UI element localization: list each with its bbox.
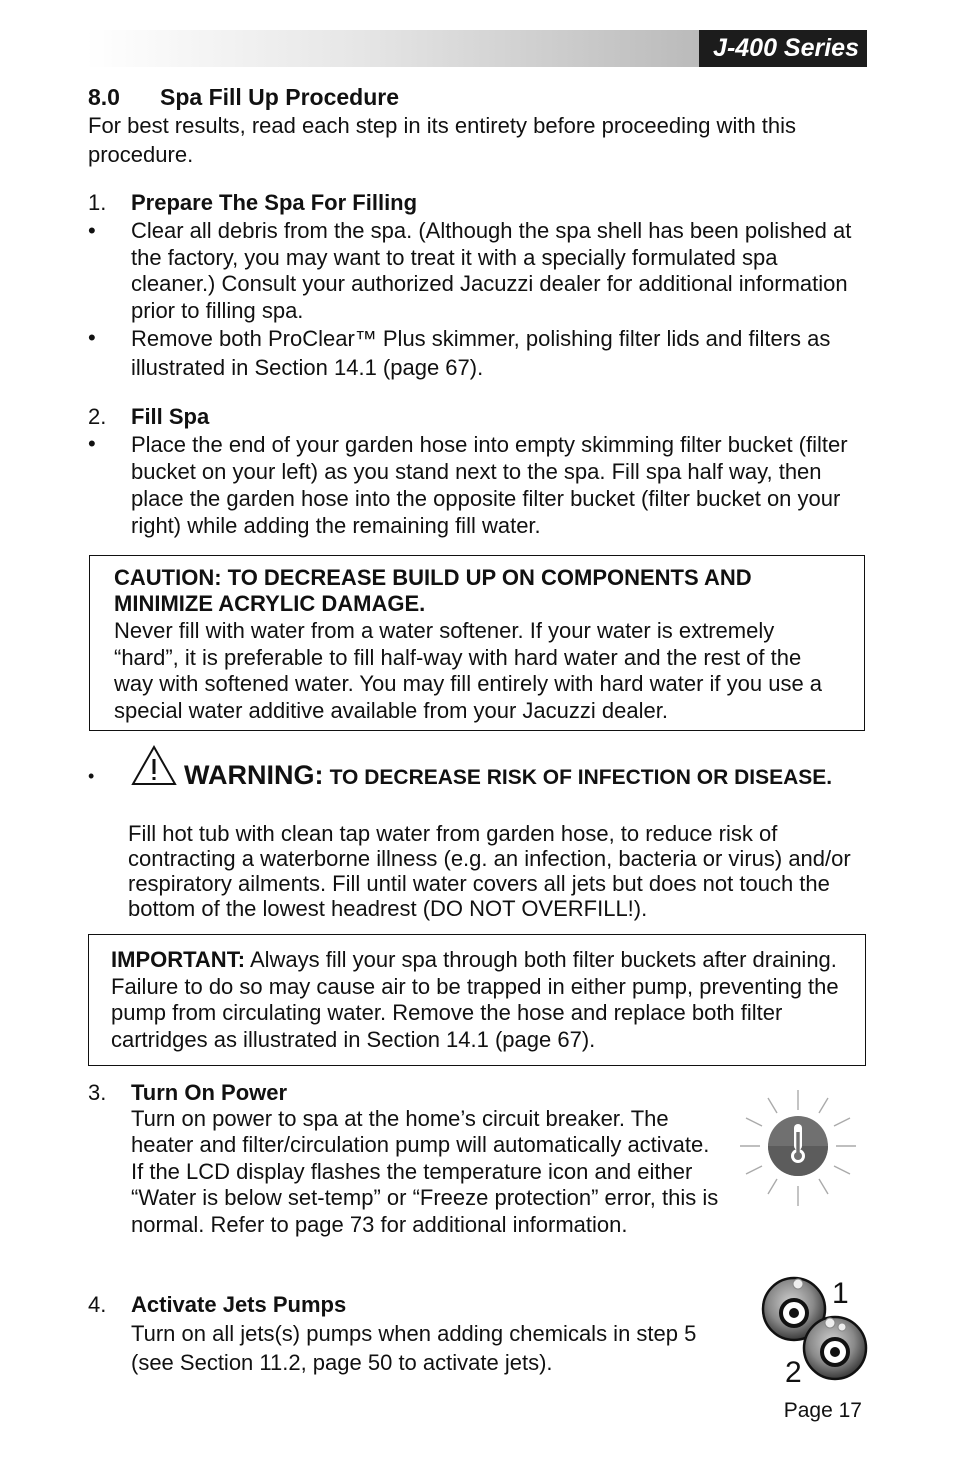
series-title: J-400 Series [699,30,867,67]
warning-heading [131,760,866,793]
bullet: • [88,766,95,786]
step-4-number: 4. [88,1292,107,1317]
section-number: 8.0 [88,84,120,110]
jet-label-2: 2 [785,1356,802,1389]
important-content [111,947,841,1053]
step-1-bullet-2: Remove both ProClear™ Plus skimmer, polishing filter lids and filters as illustrated in Section 14.1 (page 67). [131,326,831,380]
jets-icon [760,1275,870,1390]
bullet: • [88,218,96,243]
caution-box [89,555,865,731]
step-1-title: Prepare The Spa For Filling [131,190,418,215]
step-2-title: Fill Spa [131,404,210,429]
section-intro: For best results, read each step in its entirety before proceeding with this procedure. [88,113,797,167]
step-4-title: Activate Jets Pumps [131,1292,347,1317]
warning-title: TO DECREASE RISK OF INFECTION OR DISEASE. [329,766,833,789]
step-2-number: 2. [88,404,107,429]
caution-text: Never fill with water from a water softener. If your water is extremely “hard”, it is preferable to fill half-way with hard water and the rest of the way with softened water. You may fill entirely with hard water if you use a special water additive available from your Jacuzzi dealer. [114,618,823,723]
step-4-text: Turn on all jets(s) pumps when adding chemicals in step 5 (see Section 11.2, page 50 to activate jets). [131,1321,697,1375]
step-1-bullet-1: Clear all debris from the spa. (Although the spa shell has been polished at the factory, you may want to treat it with a specially formulated spa cleaner.) Consult your authorized Jacuzzi dealer for additional information prior to filling spa. [131,218,852,323]
step-3-number: 3. [88,1080,107,1105]
header-bar [86,30,867,67]
step-3-title: Turn On Power [131,1080,288,1105]
bullet: • [88,431,96,456]
section-title: Spa Fill Up Procedure [160,84,399,110]
step-3-text: Turn on power to spa at the home’s circuit breaker. The heater and filter/circulation pump will automatically activate. If the LCD display flashes the temperature icon and either “Water is below set-temp” or “Freeze protection” error, this is normal. Refer to page 73 for additional information. [131,1106,719,1237]
section-heading [88,84,399,111]
page-number: Page 17 [783,1399,862,1422]
important-box [88,934,866,1066]
jet-label-1: 1 [832,1277,849,1310]
step-1-number: 1. [88,190,107,215]
important-label: IMPORTANT: [111,947,246,972]
bullet: • [88,325,96,350]
important-text: Always fill your spa through both filter buckets after draining. Failure to do so may cause air to be trapped in either pump, preventing the pump from circulating water. Remove the hose and replace both filter cartridges as illustrated in Section 14.1 (page 67). [111,947,839,1052]
warning-text: Fill hot tub with clean tap water from garden hose, to reduce risk of contracting a waterborne illness (e.g. an infection, bacteria or virus) and/or respiratory ailments. Fill until water covers all jets but does not touch the bottom of the lowest headrest (DO NOT OVERFILL!). [128,821,851,921]
step-2-bullet-1: Place the end of your garden hose into empty skimming filter bucket (filter bucket on your left) as you stand next to the spa. Fill spa half way, then place the garden hose into the opposite filter bucket (filter bucket on your right) while adding the remaining fill water. [131,432,848,538]
caution-title: CAUTION: TO DECREASE BUILD UP ON COMPONENTS AND MINIMIZE ACRYLIC DAMAGE. [114,565,752,616]
warning-word: WARNING: [184,760,324,790]
thermometer-icon [738,1088,858,1208]
